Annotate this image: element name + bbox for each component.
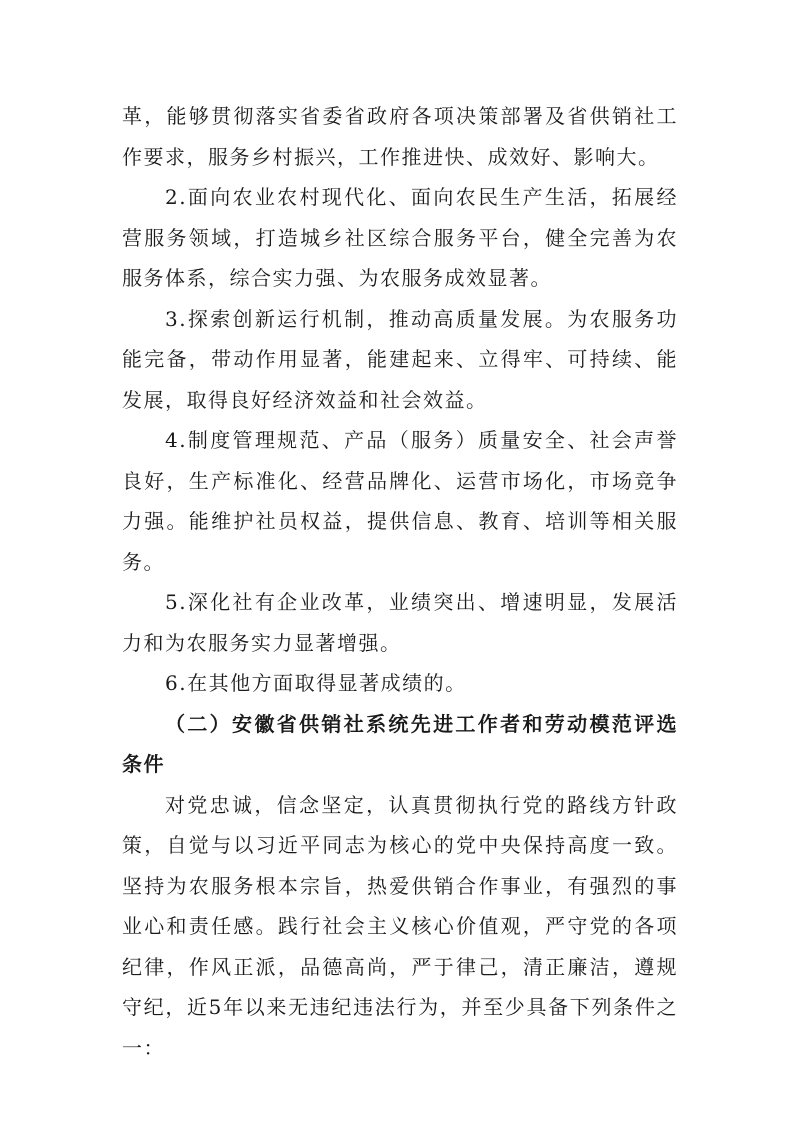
section-body-paragraph: 对党忠诚，信念坚定，认真贯彻执行党的路线方针政策，自觉与以习近平同志为核心的党中央保持高度一致。坚持为农服务根本宗旨，热爱供销合作事业，有强烈的事业心和责任感。践行社会主义核心价值观，严守党的各项纪律，作风正派，品德高尚，严于律己，清正廉洁，遵规守纪，近5年以来无违纪违法行为，并至少具备下列条件之一：	[122, 792, 678, 1060]
paragraph-continuation: 革，能够贯彻落实省委省政府各项决策部署及省供销社工作要求，服务乡村振兴，工作推进快、成效好、影响大。	[122, 104, 678, 169]
paragraph-item-2: 2.面向农业农村现代化、面向农民生产生活，拓展经营服务领域，打造城乡社区综合服务平台，健全完善为农服务体系，综合实力强、为农服务成效显著。	[122, 185, 678, 290]
paragraph-item-3: 3.探索创新运行机制，推动高质量发展。为农服务功能完备，带动作用显著，能建起来、立得牢、可持续、能发展，取得良好经济效益和社会效益。	[122, 306, 678, 412]
paragraph-item-4: 4.制度管理规范、产品（服务）质量安全、社会声誉良好，生产标准化、经营品牌化、运营市场化，市场竞争力强。能维护社员权益，提供信息、教育、培训等相关服务。	[122, 428, 678, 574]
section-heading: （二）安徽省供销社系统先进工作者和劳动模范评选条件	[122, 711, 678, 776]
paragraph-item-6: 6.在其他方面取得显著成绩的。	[165, 671, 467, 695]
paragraph-item-5: 5.深化社有企业改革，业绩突出、增速明显，发展活力和为农服务实力显著增强。	[122, 590, 678, 655]
document-body	[122, 96, 678, 1068]
